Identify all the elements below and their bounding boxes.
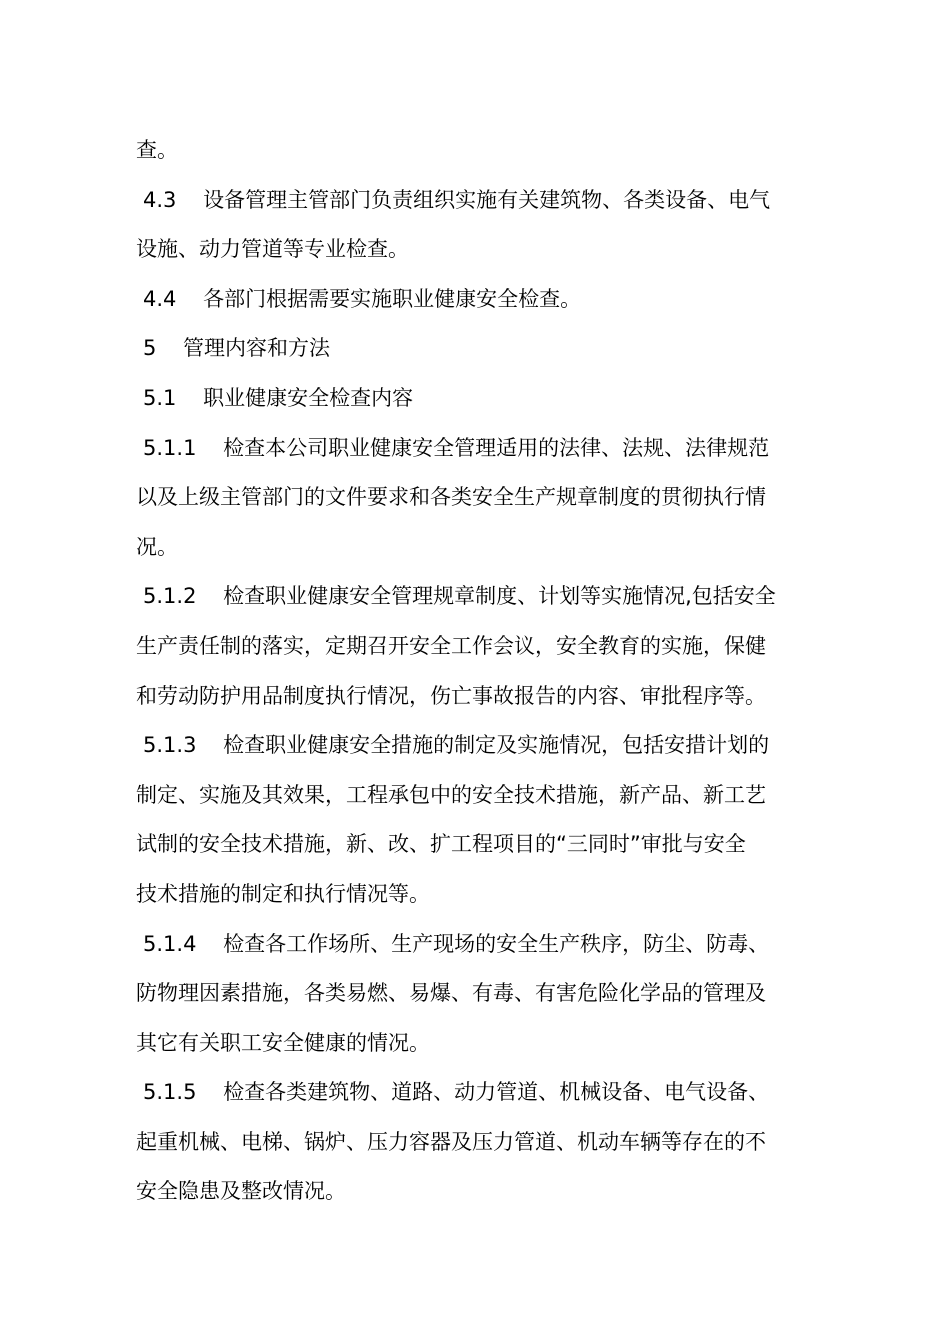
section-heading: 5 管理内容和方法 — [143, 336, 331, 361]
text-line: 生产责任制的落实，定期召开安全工作会议，安全教育的实施，保健 — [136, 633, 766, 658]
text-line: 起重机械、电梯、锅炉、压力容器及压力管道、机动车辆等存在的不 — [136, 1129, 766, 1154]
text-line: 5.1.2 检查职业健康安全管理规章制度、计划等实施情况,包括安全 — [143, 584, 776, 609]
text-line: 其它有关职工安全健康的情况。 — [136, 1030, 430, 1055]
subsection-heading: 5.1 职业健康安全检查内容 — [143, 385, 414, 410]
text-line: 技术措施的制定和执行情况等。 — [136, 881, 430, 906]
text-line: 制定、实施及其效果，工程承包中的安全技术措施，新产品、新工艺 — [136, 782, 766, 807]
text-line: 防物理因素措施，各类易燃、易爆、有毒、有害危险化学品的管理及 — [136, 981, 766, 1006]
text-line: 5.1.4 检查各工作场所、生产现场的安全生产秩序，防尘、防毒、 — [143, 931, 770, 956]
text-line: 5.1.5 检查各类建筑物、道路、动力管道、机械设备、电气设备、 — [143, 1080, 770, 1105]
text-line: 4.3 设备管理主管部门负责组织实施有关建筑物、各类设备、电气 — [143, 187, 771, 212]
text-line: 以及上级主管部门的文件要求和各类安全生产规章制度的贯彻执行情 — [136, 485, 766, 510]
text-line: 4.4 各部门根据需要实施职业健康安全检查。 — [143, 286, 582, 311]
text-line: 5.1.3 检查职业健康安全措施的制定及实施情况，包括安措计划的 — [143, 733, 770, 758]
text-line: 试制的安全技术措施，新、改、扩工程项目的“三同时”审批与安全 — [136, 832, 746, 857]
text-line: 安全隐患及整改情况。 — [136, 1179, 346, 1204]
text-line: 查。 — [136, 138, 178, 162]
document-body — [136, 126, 816, 1217]
text-line: 设施、动力管道等专业检查。 — [136, 237, 409, 262]
text-line: 况。 — [136, 534, 178, 559]
text-line: 和劳动防护用品制度执行情况，伤亡事故报告的内容、审批程序等。 — [136, 683, 766, 708]
text-line: 5.1.1 检查本公司职业健康安全管理适用的法律、法规、法律规范 — [143, 435, 770, 460]
